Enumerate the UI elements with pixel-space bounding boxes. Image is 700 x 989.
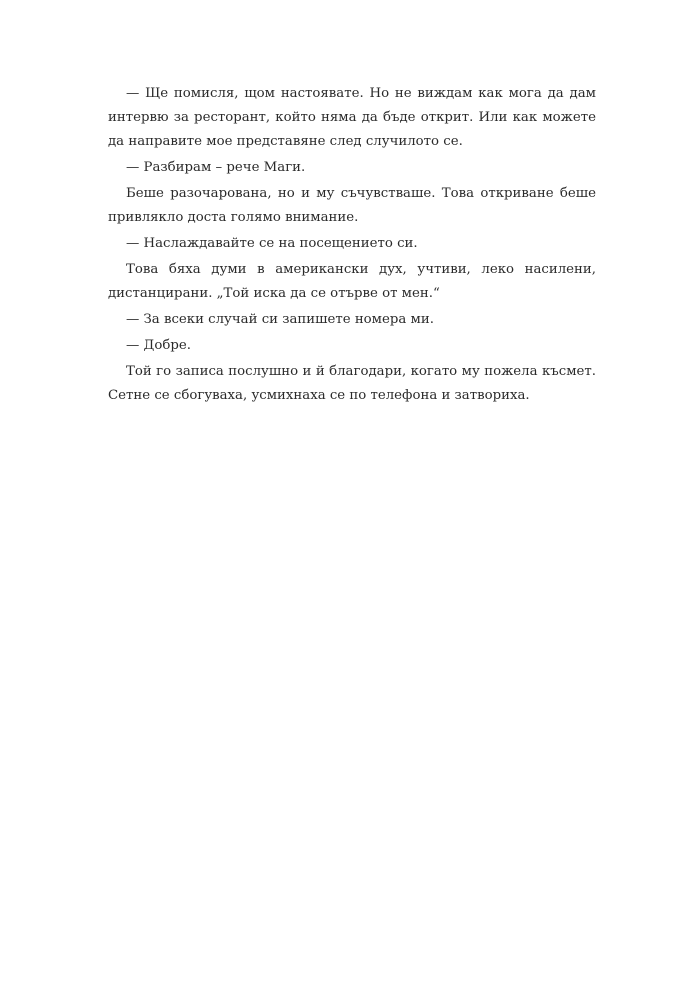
paragraph-7: — Добре. (126, 338, 191, 353)
paragraph-8: Той го записа послушно и й благодари, когато му пожела късмет. Сетне се сбогуваха, усмихнаха се по телефона и затвориха. (108, 364, 596, 403)
paragraph-1: — Ще помисля, щом настоявате. Но не виждам как мога да дам интервю за ресторант, който няма да бъде открит. Или как можете да направите мое представяне след случилото се. (108, 86, 596, 149)
paragraph-3: Беше разочарована, но и му съчувстваше. Това откриване беше привлякло доста голямо внимание. (108, 186, 596, 225)
paragraph-4: — Наслаждавайте се на посещението си. (126, 236, 418, 251)
body-text (108, 82, 596, 410)
paragraph-5: Това бяха думи в американски дух, учтиви, леко насилени, дистанцирани. „Той иска да се отърве от мен.“ (108, 262, 596, 301)
paragraph-2: — Разбирам – рече Маги. (126, 160, 306, 175)
paragraph-6: — За всеки случай си запишете номера ми. (126, 312, 434, 327)
